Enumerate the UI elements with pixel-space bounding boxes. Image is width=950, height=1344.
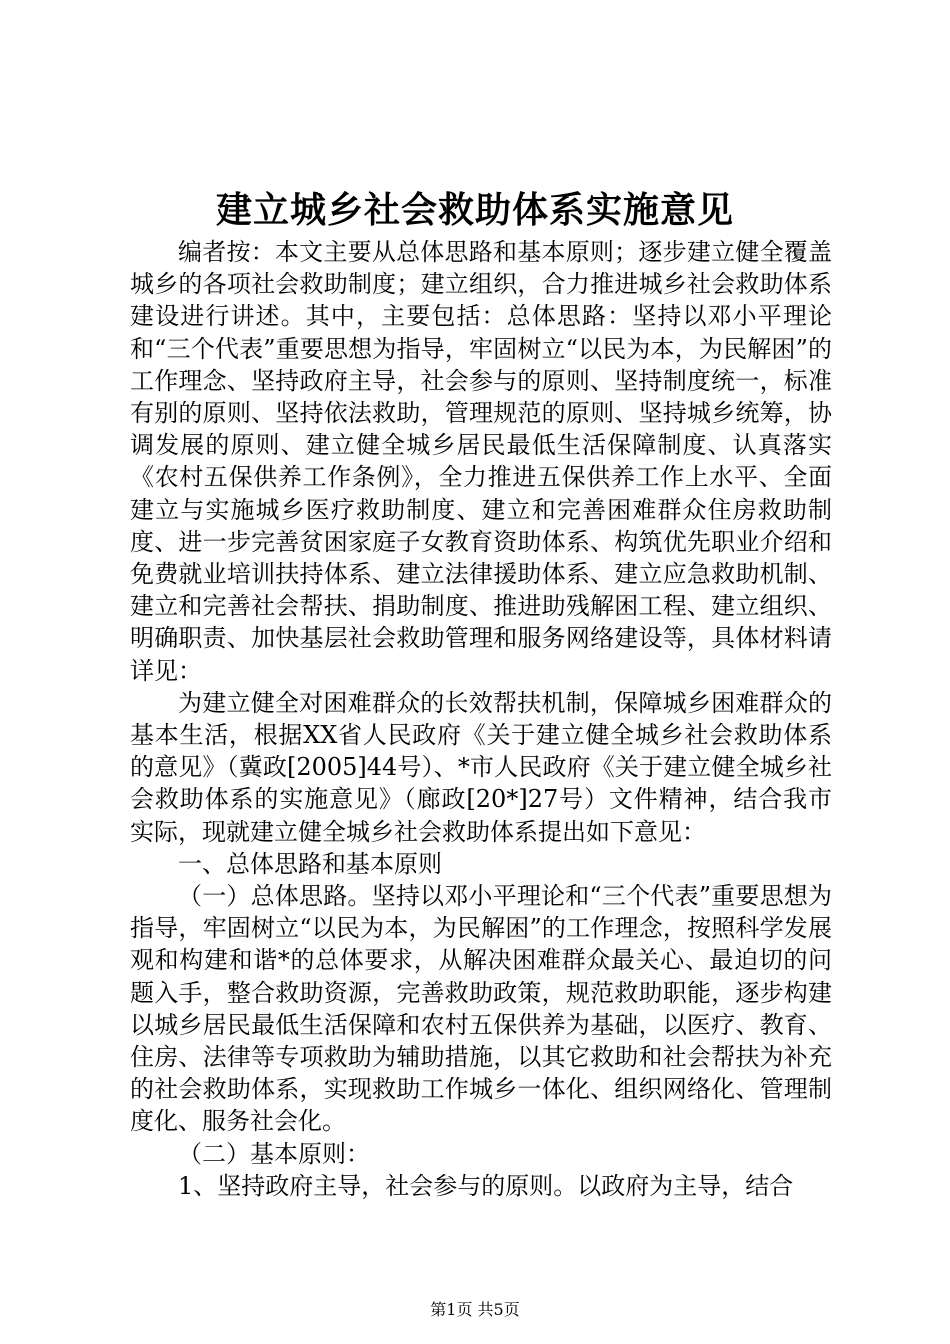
editor-note-paragraph: 编者按：本文主要从总体思路和基本原则；逐步建立健全覆盖城乡的各项社会救助制度；建立组织，合力推进城乡社会救助体系建设进行讲述。其中，主要包括：总体思路：坚持以邓小平理论和“三个代表”重要思想为指导，牢固树立“以民为本，为民解困”的工作理念、坚持政府主导，社会参与的原则、坚持制度统一，标准有别的原则、坚持依法救助，管理规范的原则、坚持城乡统筹，协调发展的原则、建立健全城乡居民最低生活保障制度、认真落实《农村五保供养工作条例》，全力推进五保供养工作上水平、全面建立与实施城乡医疗救助制度、建立和完善困难群众住房救助制度、进一步完善贫困家庭子女教育资助体系、构筑优先职业介绍和免费就业培训扶持体系、建立法律援助体系、建立应急救助机制、建立和完善社会帮扶、捐助制度、推进助残解困工程、建立组织、明确职责、加快基层社会救助管理和服务网络建设等，具体材料请详见：: [130, 238, 832, 685]
overall-idea-paragraph: （一）总体思路。坚持以邓小平理论和“三个代表”重要思想为指导，牢固树立“以民为本，为民解困”的工作理念，按照科学发展观和构建和谐*的总体要求，从解决困难群众最关心、最迫切的问题入手，整合救助资源，完善救助政策，规范救助职能，逐步构建以城乡居民最低生活保障和农村五保供养为基础，以医疗、教育、住房、法律等专项救助为辅助措施，以其它救助和社会帮扶为补充的社会救助体系，实现救助工作城乡一体化、组织网络化、管理制度化、服务社会化。: [130, 882, 832, 1136]
section-heading: 一、总体思路和基本原则: [178, 849, 442, 878]
subsection-heading: （二）基本原则：: [178, 1139, 370, 1168]
document-title: 建立城乡社会救助体系实施意见: [215, 189, 734, 231]
principle-paragraph: 1、坚持政府主导，社会参与的原则。以政府为主导，结合: [178, 1171, 794, 1200]
document-body: [130, 236, 832, 1202]
page-number-footer: 第1页 共5页: [430, 1300, 520, 1319]
intro-paragraph: 为建立健全对困难群众的长效帮扶机制，保障城乡困难群众的基本生活，根据XX省人民政府《关于建立健全城乡社会救助体系的意见》（冀政[2005]44号）、*市人民政府《关于建立健全城乡社会救助体系的实施意见》（廊政[20*]27号）文件精神，结合我市实际，现就建立健全城乡社会救助体系提出如下意见：: [130, 688, 832, 846]
